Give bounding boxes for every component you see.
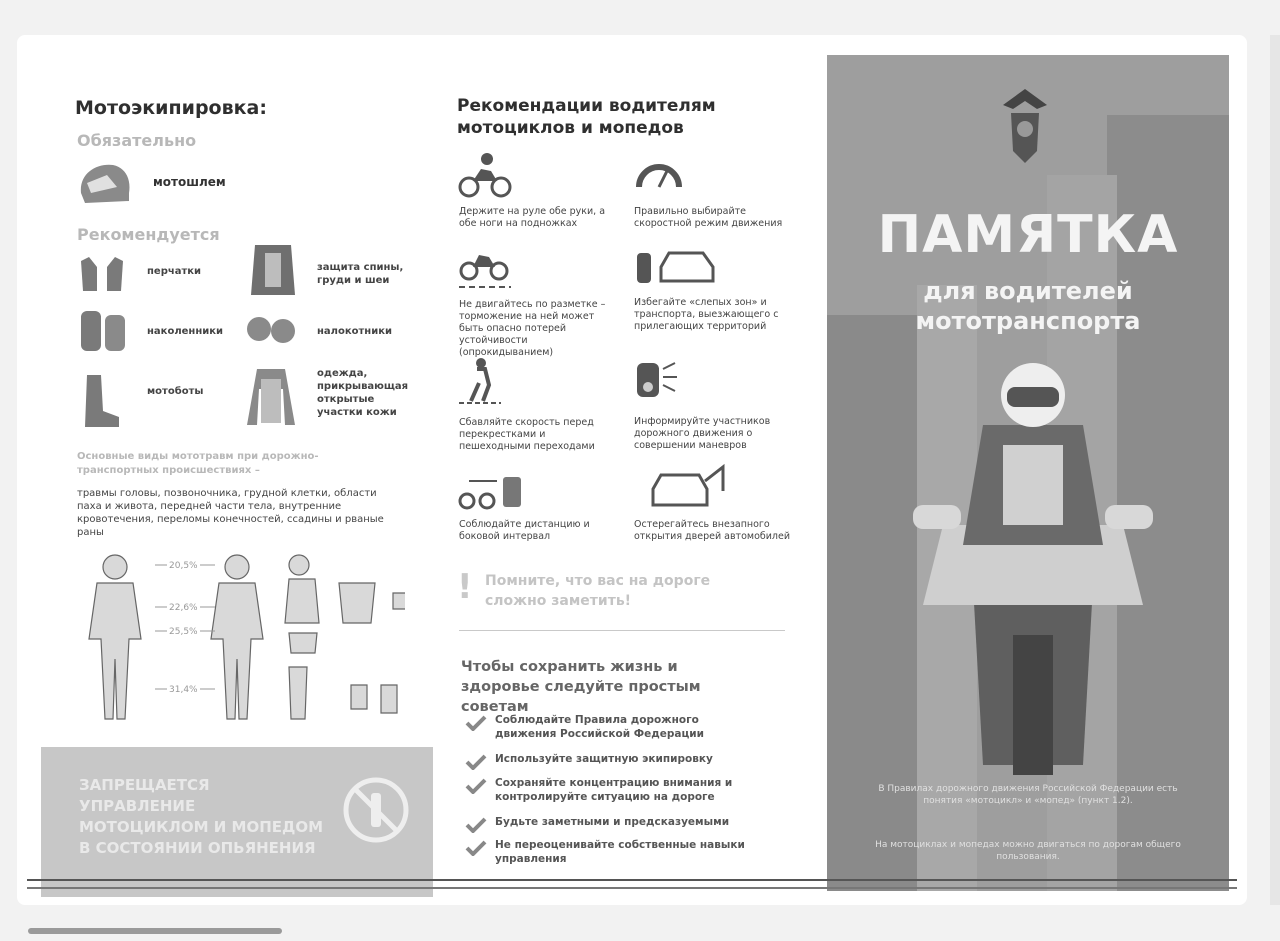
knee-pads-icon bbox=[77, 305, 129, 355]
tip-hands: Держите на руле обе руки, а обе ноги на подножках bbox=[459, 206, 606, 229]
tip-blind-zones: Избегайте «слепых зон» и транспорта, выезжающего с прилегающих территорий bbox=[634, 297, 779, 332]
advice-skills: Не переоценивайте собственные навыки управления bbox=[465, 838, 755, 866]
cover-title: ПАМЯТКА bbox=[877, 205, 1179, 265]
back-protector-icon bbox=[245, 241, 301, 301]
equipment-title: Мотоэкипировка: bbox=[75, 97, 267, 119]
remember-note: Помните, что вас на дороге сложно заметить! bbox=[485, 573, 711, 609]
ban-text: ЗАПРЕЩАЕТСЯ УПРАВЛЕНИЕ МОТОЦИКЛОМ И МОПЕДОМ В СОСТОЯНИИ ОПЬЯНЕНИЯ bbox=[79, 776, 324, 857]
cover-panel bbox=[827, 55, 1229, 891]
knee-pads-label: наколенники bbox=[147, 326, 224, 337]
tip-marking: Не двигайтесь по разметке – торможение на ней может быть опасно потерей устойчивости (опрокидыванием) bbox=[459, 299, 606, 358]
back-protector-label: защита спины, груди и шеи bbox=[317, 262, 404, 286]
tip-crossing: Сбавляйте скорость перед перекрестками и пешеходными переходами bbox=[459, 417, 595, 452]
mvd-emblem-icon bbox=[997, 85, 1053, 167]
gloves-icon bbox=[77, 253, 129, 295]
distance-icon bbox=[457, 471, 523, 513]
elbow-pads-label: налокотники bbox=[317, 326, 393, 337]
rider-hands-icon bbox=[457, 151, 513, 199]
tip-distance: Соблюдайте дистанцию и боковой интервал bbox=[459, 519, 590, 542]
mandatory-label: Обязательно bbox=[77, 131, 197, 150]
percent-abdomen: 25,5% bbox=[169, 627, 198, 637]
motorcyclist-illustration bbox=[913, 355, 1153, 785]
check-icon bbox=[465, 715, 487, 731]
scan-artifact-line bbox=[27, 887, 1237, 889]
next-page-edge bbox=[1270, 35, 1280, 905]
cover-subtitle-2: мототранспорта bbox=[915, 307, 1141, 335]
exclamation-icon: ! bbox=[457, 567, 473, 607]
helmet-icon bbox=[77, 161, 131, 207]
advice-title: Чтобы сохранить жизнь и здоровье следуйте простым советам bbox=[461, 659, 701, 715]
injuries-text: травмы головы, позвоночника, грудной клетки, области паха и живота, передней части тела, внутренние кровотечения, переломы конечностей, ссадины и рваные раны bbox=[77, 488, 384, 538]
check-icon bbox=[465, 817, 487, 833]
helmet-label: мотошлем bbox=[153, 175, 226, 189]
road-marking-icon bbox=[457, 241, 513, 291]
car-door-icon bbox=[649, 461, 735, 509]
jacket-icon bbox=[243, 365, 299, 429]
percent-legs: 31,4% bbox=[169, 685, 198, 695]
turn-signal-icon bbox=[633, 357, 679, 403]
advice-rules: Соблюдайте Правила дорожного движения Российской Федерации bbox=[465, 713, 755, 741]
horizontal-scrollbar[interactable] bbox=[28, 928, 282, 934]
cover-note-roads: На мотоциклах и мопедах можно двигаться по дорогам общего пользования. bbox=[875, 840, 1181, 862]
advice-gear: Используйте защитную экипировку bbox=[465, 752, 755, 766]
no-alcohol-icon bbox=[341, 775, 411, 845]
tip-speed: Правильно выбирайте скоростной режим движения bbox=[634, 206, 783, 229]
advice-focus: Сохраняйте концентрацию внимания и контролируйте ситуацию на дороге bbox=[465, 776, 755, 804]
cover-note-definition: В Правилах дорожного движения Российской Федерации есть понятия «мотоцикл» и «мопед» (пункт 1.2). bbox=[878, 784, 1178, 806]
tip-signal: Информируйте участников дорожного движения о совершении маневров bbox=[634, 416, 771, 451]
recommended-label: Рекомендуется bbox=[77, 225, 220, 244]
section-divider bbox=[459, 630, 785, 631]
percent-head: 20,5% bbox=[169, 561, 198, 571]
check-icon bbox=[465, 778, 487, 794]
leaflet-page bbox=[17, 35, 1247, 905]
tip-doors: Остерегайтесь внезапного открытия дверей автомобилей bbox=[634, 519, 791, 542]
scan-artifact-line bbox=[27, 879, 1237, 881]
pedestrian-crossing-icon bbox=[457, 357, 503, 405]
clothing-label: одежда, прикрывающая открытые участки кожи bbox=[317, 368, 409, 418]
moto-boots-label: мотоботы bbox=[147, 386, 204, 397]
blind-spot-icon bbox=[633, 245, 719, 287]
elbow-pads-icon bbox=[245, 305, 297, 355]
check-icon bbox=[465, 754, 487, 770]
percent-chest: 22,6% bbox=[169, 603, 198, 613]
cover-subtitle-1: для водителей bbox=[923, 277, 1133, 305]
check-icon bbox=[465, 840, 487, 856]
speedometer-icon bbox=[633, 151, 685, 195]
gloves-label: перчатки bbox=[147, 266, 202, 277]
recommendations-title: Рекомендации водителям мотоциклов и мопедов bbox=[457, 96, 716, 138]
advice-visible: Будьте заметными и предсказуемыми bbox=[465, 815, 755, 829]
moto-boots-icon bbox=[79, 371, 123, 431]
injuries-heading: Основные виды мототравм при дорожно-транспортных происшествиях – bbox=[77, 451, 319, 476]
injury-figures-illustration bbox=[75, 549, 405, 727]
